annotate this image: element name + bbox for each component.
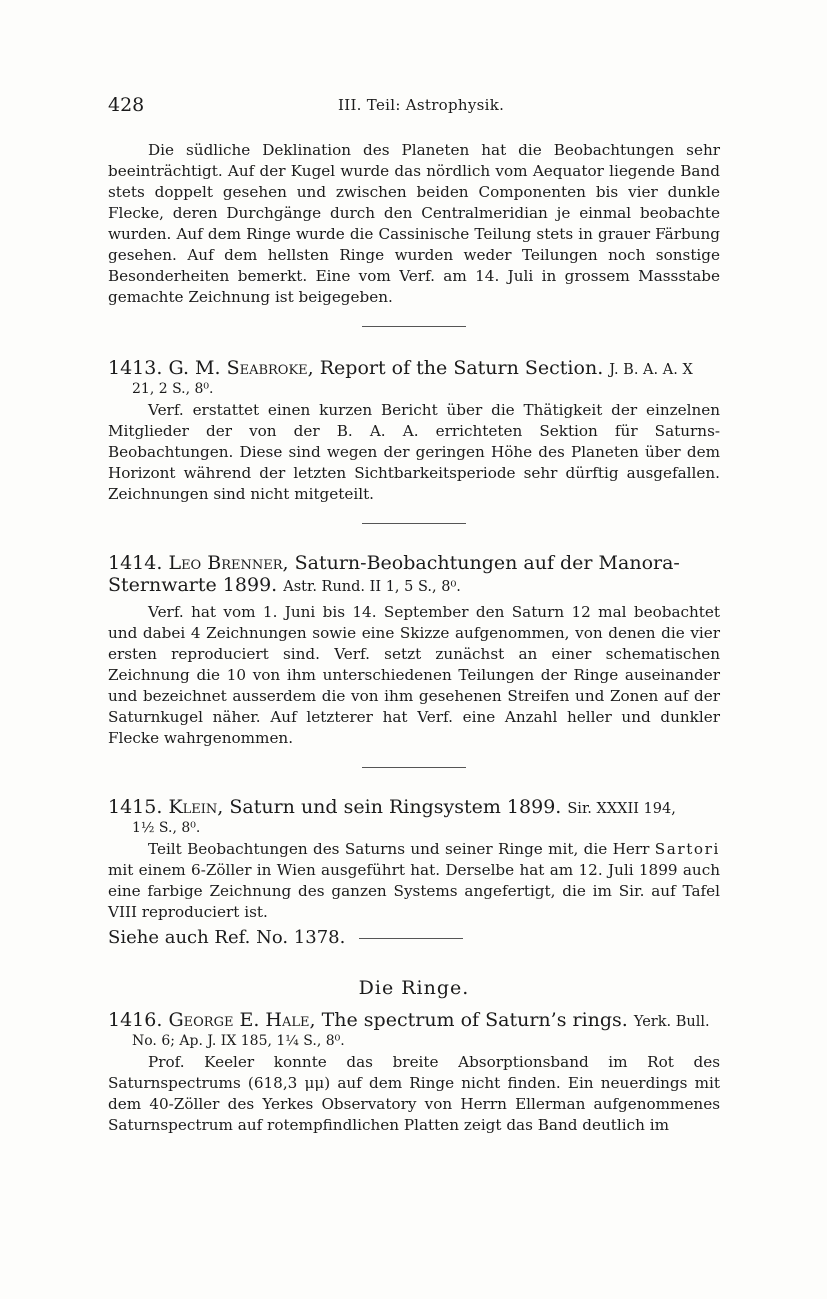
spaced-name: Sartori: [654, 840, 720, 858]
entry-1413: [108, 357, 720, 505]
entry-number: 1415.: [108, 796, 163, 818]
entry-1414: [108, 552, 720, 749]
entry-number: 1413.: [108, 357, 163, 379]
separator-rule: [362, 326, 466, 327]
section-title: Die Ringe.: [358, 977, 470, 999]
entry-1416: [108, 1009, 720, 1136]
entry-meta: 1½ S., 8⁰.: [132, 820, 201, 836]
intro-paragraph: Die südliche Deklination des Planeten hat die Beobachtungen sehr beeinträchtigt. Auf der Kugel wurde das nördlich vom Aequator liegende Band stets doppelt gesehen und zwischen beiden Componenten bis vier dunkle Flecke, deren Durchgänge durch den Centralmeridian je einmal beobachte wurden. Auf dem Ringe wurde die Cassinische Teilung stets in grauer Färbung gesehen. Auf dem hellsten Ringe wurden weder Teilungen noch sonstige Besonderheiten bemerkt. Eine vom Verf. am 14. Juli in grossem Massstabe gemachte Zeichnung ist beigegeben.: [108, 141, 720, 306]
entry-title: Saturn und sein Ringsystem 1899.: [229, 796, 562, 818]
entry-heading: [108, 552, 720, 598]
entry-author: Klein,: [168, 796, 224, 818]
entry-number: 1414.: [108, 552, 163, 574]
page-header: [108, 94, 720, 118]
entry-heading: [108, 357, 720, 381]
entry-body-text: Teilt Beobachtungen des Saturns und seiner Ringe mit, die Herr: [148, 840, 655, 858]
entry-body: [108, 839, 720, 923]
entry-reference: Astr. Rund. II 1, 5 S., 8⁰.: [283, 579, 461, 595]
entry-reference: J. B. A. A. X: [609, 362, 693, 378]
entry-heading: [108, 1009, 720, 1033]
entry-author: George E. Hale,: [168, 1009, 316, 1031]
entry-author: G. M. Seabroke,: [168, 357, 314, 379]
entry-title: The spectrum of Saturn’s rings.: [321, 1009, 628, 1031]
entry-reference: Yerk. Bull.: [633, 1014, 710, 1030]
entry-reference: Sir. XXXII 194,: [567, 801, 676, 817]
entry-1415: [108, 796, 720, 923]
separator-rule: [362, 767, 466, 768]
see-also-line: [108, 927, 720, 949]
see-also-text: Siehe auch Ref. No. 1378.: [108, 927, 346, 948]
page-number: 428: [108, 94, 145, 116]
entry-title: Saturn-Beobachtungen auf der Manora-Sternwarte 1899.: [108, 552, 680, 596]
entry-body: Verf. erstattet einen kurzen Bericht über die Thätigkeit der einzelnen Mitglieder der von der B. A. A. errichteten Sektion für Saturns-Beobachtungen. Diese sind wegen der geringen Höhe des Planeten über dem Horizont während der letzten Sichtbarkeitsperiode sehr dürftig ausgefallen. Zeichnungen sind nicht mitgeteilt.: [108, 401, 720, 503]
entry-meta: No. 6; Ap. J. IX 185, 1¼ S., 8⁰.: [132, 1033, 345, 1049]
entry-title: Report of the Saturn Section.: [319, 357, 604, 379]
entry-meta: 21, 2 S., 8⁰.: [132, 381, 214, 397]
entry-author: Leo Brenner,: [168, 552, 289, 574]
entry-heading: [108, 796, 720, 820]
running-head: III. Teil: Astrophysik.: [338, 96, 505, 114]
entry-body: Prof. Keeler konnte das breite Absorptionsband im Rot des Saturnspectrums (618,3 μμ) auf dem Ringe nicht finden. Ein neuerdings mit dem 40-Zöller des Yerkes Observatory von Herrn Ellerman aufgenommenes Saturnspectrum auf rotempfindlichen Platten zeigt das Band deutlich im: [108, 1053, 720, 1134]
entry-number: 1416.: [108, 1009, 163, 1031]
entry-body-text: mit einem 6-Zöller in Wien ausgeführt hat. Derselbe hat am 12. Juli 1899 auch eine farbige Zeichnung des ganzen Systems angefertigt, die im Sir. auf Tafel VIII reproduciert ist.: [108, 861, 720, 921]
entry-body: Verf. hat vom 1. Juni bis 14. September den Saturn 12 mal beobachtet und dabei 4 Zeichnungen sowie eine Skizze aufgenommen, von denen die vier ersten reproduciert sind. Verf. setzt zunächst an einer schematischen Zeichnung die 10 von ihm unterschiedenen Teilungen der Ringe auseinander und bezeichnet ausserdem die von ihm gesehenen Streifen und Zonen auf der Saturnkugel näher. Auf letzterer hat Verf. eine Anzahl heller und dunkler Flecke wahrgenommen.: [108, 603, 720, 747]
separator-rule: [359, 938, 463, 939]
separator-rule: [362, 523, 466, 524]
page-body: [108, 140, 720, 1136]
